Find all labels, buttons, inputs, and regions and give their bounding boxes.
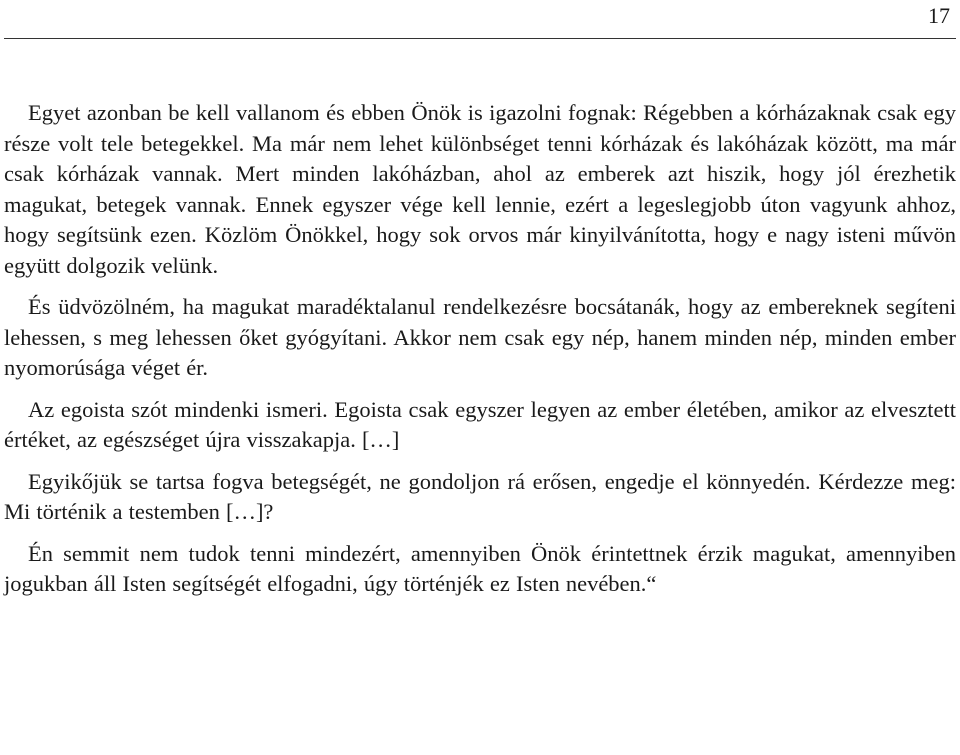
paragraph-2: És üdvözölném, ha magukat maradéktalanul rendelkezésre bocsátanák, hogy az embereknek segíteni lehessen, s meg lehessen őket gyógyítani. Akkor nem csak egy nép, hanem minden nép, minden ember nyomorúsága véget ér. [4,294,956,380]
paragraph-5: Én semmit nem tudok tenni mindezért, amennyiben Önök érintettnek érzik magukat, amennyiben jogukban áll Isten segítségét elfogadni, úgy történjék ez Isten nevében.“ [4,540,956,596]
paragraph-3: Az egoista szót mindenki ismeri. Egoista csak egyszer legyen az ember életében, amikor az elvesztett értéket, az egészséget újra visszakapja. […] [4,396,956,452]
body-text [4,98,956,611]
paragraph-4: Egyikőjük se tartsa fogva betegségét, ne gondoljon rá erősen, engedje el könnyedén. Kérdezze meg: Mi történik a testemben […]? [4,468,956,524]
header-rule [4,38,956,39]
page-number: 17 [928,3,950,28]
page-header [0,0,960,42]
paragraph-1: Egyet azonban be kell vallanom és ebben Önök is igazolni fognak: Régebben a kórházaknak csak egy része volt tele betegekkel. Ma már nem lehet különbséget tenni kórházak és lakóházak között, ma már csak kórházak vannak. Mert minden lakóházban, ahol az emberek azt hiszik, hogy jól érezhetik magukat, betegek vannak. Ennek egyszer vége kell lennie, ezért a legeslegjobb úton vagyunk ahhoz, hogy segítsünk ezen. Közlöm Önökkel, hogy sok orvos már kinyilvánította, hogy e nagy isteni művön együtt dolgozik velünk. [4,100,956,278]
